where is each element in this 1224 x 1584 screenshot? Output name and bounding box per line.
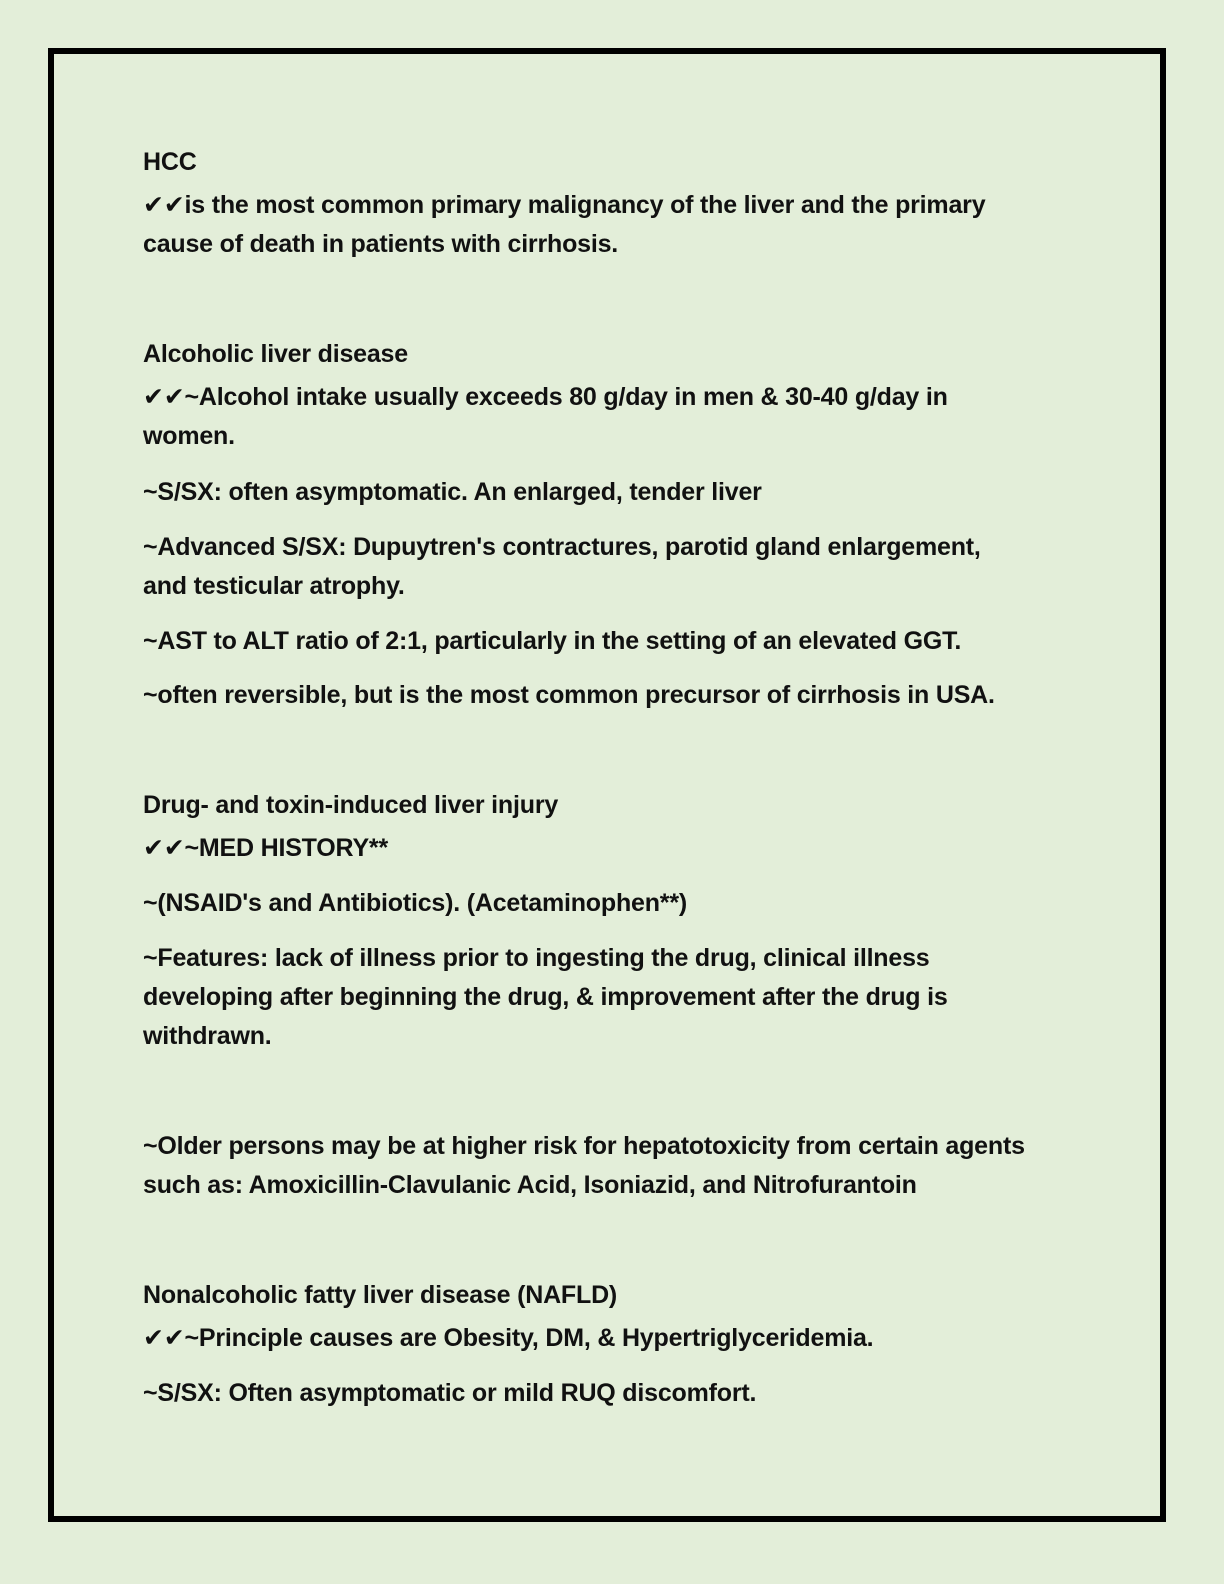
alcoholic-line-4: ~Advanced S/SX: Dupuytren's contractures, parotid gland enlargement, <box>143 533 981 561</box>
hcc-title: HCC <box>143 148 197 176</box>
alcoholic-line-6: ~AST to ALT ratio of 2:1, particularly in the setting of an elevated GGT. <box>143 627 962 655</box>
drug-line-5: withdrawn. <box>143 1022 272 1050</box>
alcoholic-title: Alcoholic liver disease <box>143 340 408 368</box>
drug-line-6: ~Older persons may be at higher risk for hepatotoxicity from certain agents <box>143 1132 1025 1160</box>
alcoholic-line-5: and testicular atrophy. <box>143 572 405 600</box>
drug-line-7: such as: Amoxicillin-Clavulanic Acid, Isoniazid, and Nitrofurantoin <box>143 1171 917 1199</box>
drug-title: Drug- and toxin-induced liver injury <box>143 791 559 819</box>
alcoholic-line-3: ~S/SX: often asymptomatic. An enlarged, tender liver <box>143 478 762 506</box>
hcc-line-2: cause of death in patients with cirrhosis. <box>143 230 619 258</box>
nafld-line-2: ~S/SX: Often asymptomatic or mild RUQ discomfort. <box>143 1379 757 1407</box>
alcoholic-line-7: ~often reversible, but is the most common precursor of cirrhosis in USA. <box>143 681 995 709</box>
drug-line-2: ~(NSAID's and Antibiotics). (Acetaminophen**) <box>143 889 687 917</box>
hcc-line-1: ✔✔is the most common primary malignancy of the liver and the primary <box>143 191 986 219</box>
alcoholic-line-1: ✔✔~Alcohol intake usually exceeds 80 g/day in men & 30-40 g/day in <box>143 383 948 411</box>
alcoholic-line-2: women. <box>143 422 235 450</box>
drug-line-3: ~Features: lack of illness prior to ingesting the drug, clinical illness <box>143 944 930 972</box>
nafld-line-1: ✔✔~Principle causes are Obesity, DM, & Hypertriglyceridemia. <box>143 1324 874 1352</box>
drug-line-1: ✔✔~MED HISTORY** <box>143 834 388 862</box>
nafld-title: Nonalcoholic fatty liver disease (NAFLD) <box>143 1281 618 1309</box>
drug-line-4: developing after beginning the drug, & improvement after the drug is <box>143 983 948 1011</box>
